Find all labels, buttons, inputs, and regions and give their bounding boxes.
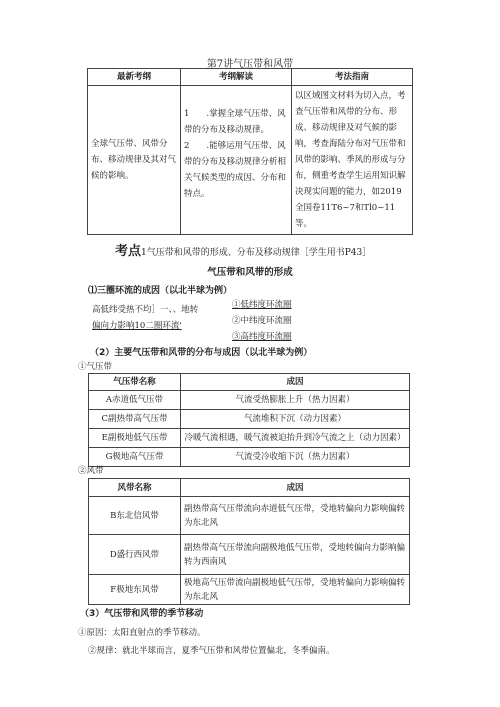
wind-header-cause: 成因	[181, 479, 410, 497]
pressure-cause: 冷暖气流相遇，暖气流被迫抬升到冷气流之上（动力因素）	[181, 429, 410, 448]
wind-name: F极地东风带	[89, 575, 181, 605]
outline-col2	[181, 86, 292, 235]
circulation-mid: ②中纬度环流圈	[232, 316, 292, 326]
cause-line-2: 偏向力影响10二圈环流'	[92, 321, 182, 331]
kaodian-text: 1气压带和风带的形成、分布及移动规律［学生用书P43］	[141, 248, 372, 258]
page-title: 第7讲气压带和风带	[206, 59, 294, 70]
pressure-belt-label: ①气压带	[78, 362, 113, 372]
move-reason: ①原因：太阳直射点的季节移动。	[78, 628, 206, 638]
subsection-1-title: ⑴三圈环流的成因（以北半球为例）	[88, 286, 233, 296]
subsection-2-title: （2）主要气压带和风带的分布与成因（以北半球为例）	[90, 348, 313, 358]
pressure-cause: 气流受热膨胀上升（热力因素）	[181, 391, 410, 410]
header-latest-outline: 最新考纲	[88, 69, 181, 86]
table-row	[89, 448, 410, 467]
circulation-list	[232, 297, 292, 345]
wind-cause: 副热带高气压带流向副极地低气压带，受地转偏向力影响偏转为西南风	[181, 535, 410, 575]
pressure-name: E副极地低气压带	[89, 429, 181, 448]
outline-point-2: 2 .能够运用气压带、风带的分布及移动规律分析相关气候类型的成因、分布和特点。	[184, 141, 287, 199]
wind-cause: 极地高气压带流向副极地低气压带，受地转偏向力影响偏转为东北风	[181, 575, 410, 605]
circulation-cause	[92, 302, 198, 334]
exam-outline-table	[87, 68, 413, 235]
pressure-cause: 气流受冷收缩下沉（热力因素）	[181, 448, 410, 467]
header-exam-guide: 考法指南	[292, 69, 413, 86]
outline-col1: 全球气压带、风带分布、移动规律及其对气候的影响。	[88, 86, 181, 235]
circulation-low: ①低纬度环流圈	[232, 300, 292, 310]
circulation-high: ③高纬度环流圈	[232, 332, 292, 342]
wind-name: D盛行西风带	[89, 535, 181, 575]
pressure-belt-table	[88, 373, 410, 467]
subsection-3-title: （3）气压带和风带的季节移动	[80, 609, 204, 619]
cause-line-1: 高低纬受热不均］一、、地转	[92, 305, 199, 315]
wind-belt-table	[88, 478, 410, 605]
table-row	[89, 391, 410, 410]
table-row	[89, 575, 410, 605]
pressure-name: A赤道低气压带	[89, 391, 181, 410]
outline-point-1: 1 .掌握全球气压带、风带的分布及移动规律。	[184, 109, 286, 135]
move-rule: ②规律：就北半球而言，夏季气压带和风带位置偏北，冬季偏南。	[88, 646, 335, 656]
section-title: 气压带和风带的形成	[207, 267, 293, 278]
table-row	[89, 429, 410, 448]
pressure-name: C副热带高气压带	[89, 410, 181, 429]
wind-belt-label: ②风带	[78, 466, 104, 476]
outline-col3: 以区域图文材料为切入点，考查气压带和风带的分布、形成、移动规律及对气候的影响，考查海陆分布对气压带和风带的影响、季风的形成与分布，侧重考查学生运用知识解决现实问题的能力，如2019全国卷11T6~7和Tl0~11等。	[292, 86, 413, 235]
wind-name: B东北信风带	[89, 497, 181, 535]
header-outline-interpretation: 考纲解读	[181, 69, 292, 86]
table-row	[89, 535, 410, 575]
kaodian-heading	[115, 240, 371, 259]
wind-header-name: 风带名称	[89, 479, 181, 497]
pressure-header-name: 气压带名称	[89, 374, 181, 391]
table-row	[89, 497, 410, 535]
kaodian-label: 考点	[115, 244, 142, 259]
table-row	[89, 410, 410, 429]
pressure-name: G极地高气压带	[89, 448, 181, 467]
wind-cause: 副热带高气压带流向赤道低气压带，受地转偏向力影响偏转为东北风	[181, 497, 410, 535]
pressure-header-cause: 成因	[181, 374, 410, 391]
pressure-cause: 气流堆积下沉（动力因素）	[181, 410, 410, 429]
